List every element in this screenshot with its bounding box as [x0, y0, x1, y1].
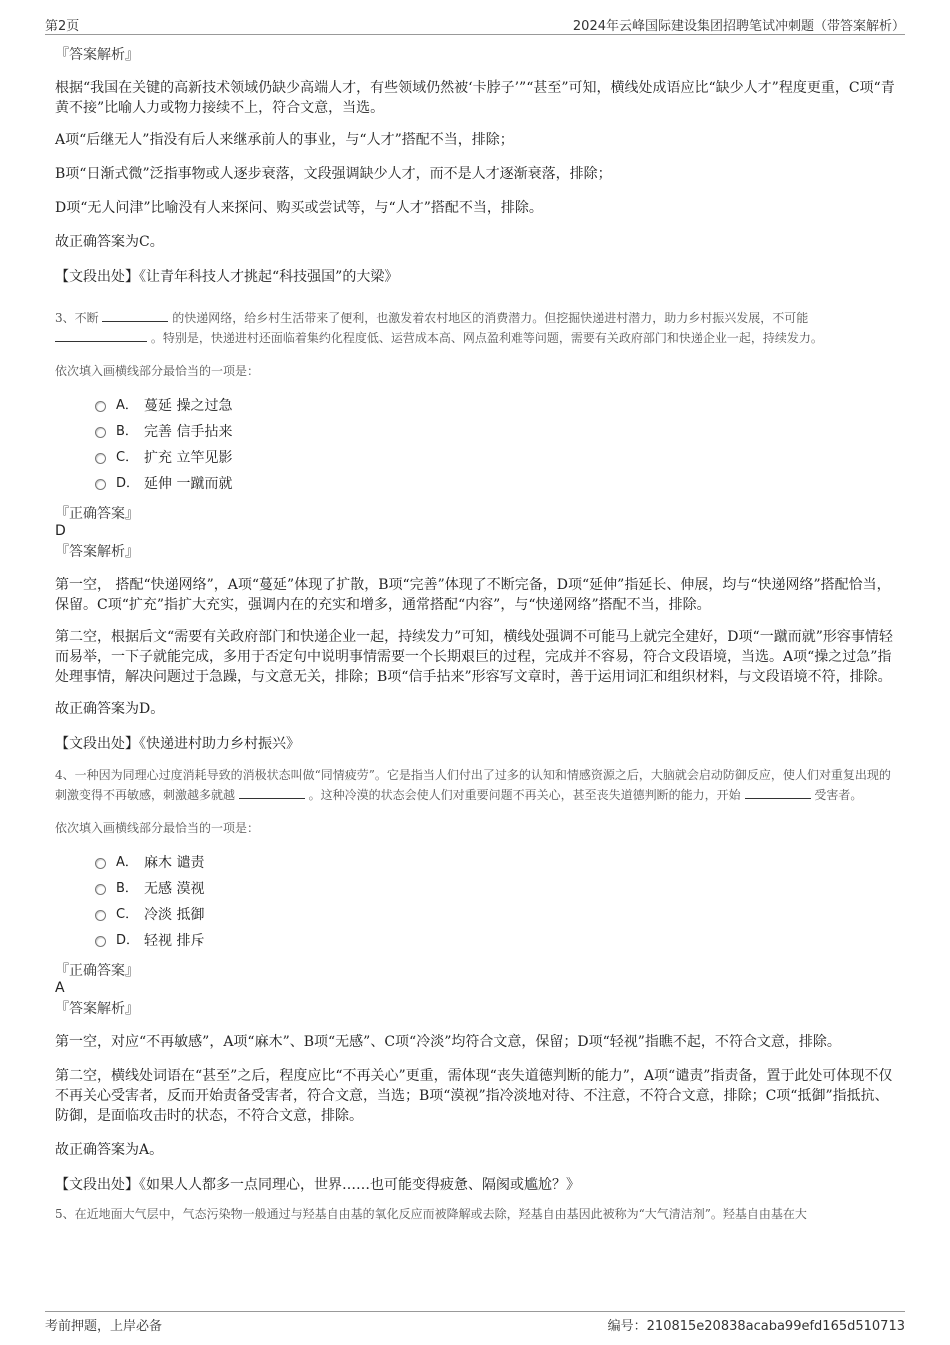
q4-blank-1 [239, 786, 305, 799]
radio-icon[interactable] [95, 427, 106, 438]
q3-blank-2 [55, 329, 147, 342]
q4-hint: 依次填入画横线部分最恰当的一项是： [55, 821, 260, 835]
q2-analysis-p2: A项“后继无人”指没有后人来继承前人的事业，与“人才”搭配不当，排除； [55, 132, 514, 148]
q2-analysis-p1: 根据“我国在关键的高新技术领域仍缺少高端人才，有些领域仍然被‘卡脖子’”“甚至”可知，横线处成语应比“缺少人才”程度更重，C项“青黄不接”比喻人力或物力接续不上，符合文意，当选。 [55, 80, 895, 116]
q4-blank-2 [745, 786, 811, 799]
q2-analysis-p3: B项“日渐式微”泛指事物或人逐步衰落，文段强调缺少人才，而不是人才逐渐衰落，排除； [55, 166, 612, 182]
document-title: 2024年云峰国际建设集团招聘笔试冲刺题（带答案解析） [572, 19, 905, 34]
q4-text-b: 。这种冷漠的状态会使人们对重要问题不再关心，甚至丧失道德判断的能力，开始 [308, 788, 741, 802]
q3-option-b[interactable]: B． 完善 信手拈来 [95, 419, 895, 445]
radio-icon[interactable] [95, 479, 106, 490]
q4-option-d[interactable]: D． 轻视 排斥 [95, 928, 895, 954]
q2-analysis-p4: D项“无人问津”比喻没有人来探问、购买或尝试等，与“人才”搭配不当，排除。 [55, 200, 543, 216]
q4-source: 【文段出处】《如果人人都多一点同理心，世界……也可能变得疲惫、隔阂或尴尬？》 [55, 1177, 580, 1193]
q4-option-b[interactable]: B． 无感 漠视 [95, 876, 895, 902]
q3-analysis-label: 『答案解析』 [55, 544, 139, 560]
page-footer [45, 1311, 905, 1334]
q3-question [55, 308, 895, 348]
q3-analysis-p2: 第二空，根据后文“需要有关政府部门和快递企业一起，持续发力”可知，横线处强调不可能马上就完全建好，D项“一蹴而就”形容事情轻而易举，一下子就能完成，多用于否定句中说明事情需要一个长期艰巨的过程，完成并不容易，符合文段语境，当选。A项“操之过急”指处理事情，解决问题过于急躁，与文意无关，排除；B项“信手拈来”形容写文章时，善于运用词汇和组织材料，与文段语境不符，排除。 [55, 629, 893, 685]
page-number: 第2页 [45, 19, 80, 34]
q4-analysis-label: 『答案解析』 [55, 1001, 139, 1017]
q4-analysis-p1: 第一空，对应“不再敏感”，A项“麻木”、B项“无感”、C项“冷淡”均符合文意，保留；D项“轻视”指瞧不起，不符合文意，排除。 [55, 1034, 841, 1050]
q4-conclusion: 故正确答案为A。 [55, 1142, 164, 1158]
page-header [45, 12, 905, 35]
q4-answer: A [55, 980, 65, 996]
radio-icon[interactable] [95, 401, 106, 412]
q3-option-c[interactable]: C． 扩充 立竿见影 [95, 445, 895, 471]
q4-option-c[interactable]: C． 冷淡 抵御 [95, 902, 895, 928]
q3-conclusion: 故正确答案为D。 [55, 701, 165, 717]
q2-source: 【文段出处】《让青年科技人才挑起“科技强国”的大梁》 [55, 269, 399, 285]
radio-icon[interactable] [95, 858, 106, 869]
document-body [55, 44, 895, 1224]
document-id: 编号：210815e20838acaba99efd165d510713 [607, 1319, 905, 1334]
q4-text-a: 4、一种因为同理心过度消耗导致的消极状态叫做“同情疲劳”。它是指当人们付出了过多的认知和情感资源之后，大脑就会启动防御反应，使人们对重复出现的刺激变得不再敏感，刺激越多就越 [55, 768, 891, 802]
q3-options [55, 393, 895, 497]
q3-hint: 依次填入画横线部分最恰当的一项是： [55, 364, 260, 378]
q4-answer-label: 『正确答案』 [55, 963, 139, 979]
q3-option-a[interactable]: A． 蔓延 操之过急 [95, 393, 895, 419]
q3-blank-1 [102, 309, 168, 322]
q3-text-c: 。特别是，快递进村还面临着集约化程度低、运营成本高、网点盈利难等问题，需要有关政府部门和快递企业一起，持续发力。 [150, 331, 823, 345]
q3-text-a: 3、不断 [55, 311, 99, 325]
q3-option-d[interactable]: D． 延伸 一蹴而就 [95, 471, 895, 497]
q5-question: 5、在近地面大气层中，气态污染物一般通过与羟基自由基的氧化反应而被降解或去除，羟基自由基因此被称为“大气清洁剂”。羟基自由基在大 [55, 1207, 807, 1221]
q4-text-c: 受害者。 [814, 788, 863, 802]
q3-answer-label: 『正确答案』 [55, 506, 139, 522]
q3-analysis-p1: 第一空， 搭配“快递网络”，A项“蔓延”体现了扩散，B项“完善”体现了不断完备，D项“延伸”指延长、伸展，均与“快递网络”搭配恰当，保留。C项“扩充”指扩大充实，强调内在的充实和增多，通常搭配“内容”，与“快递网络”搭配不当，排除。 [55, 577, 891, 613]
q4-options [55, 850, 895, 954]
radio-icon[interactable] [95, 936, 106, 947]
q3-answer: D [55, 523, 66, 539]
q3-text-b: 的快递网络，给乡村生活带来了便利，也激发着农村地区的消费潜力。但挖掘快递进村潜力，助力乡村振兴发展，不可能 [172, 311, 809, 325]
q2-conclusion: 故正确答案为C。 [55, 234, 164, 250]
q3-source: 【文段出处】《快递进村助力乡村振兴》 [55, 736, 300, 752]
radio-icon[interactable] [95, 453, 106, 464]
q4-question [55, 765, 895, 805]
q4-analysis-p2: 第二空，横线处词语在“甚至”之后，程度应比“不再关心”更重，需体现“丧失道德判断的能力”，A项“谴责”指责备，置于此处可体现不仅不再关心受害者，反而开始责备受害者，符合文意，当选；B项“漠视”指冷淡地对待、不注意，不符合文意，排除；C项“抵御”指抵抗、防御，是面临攻击时的状态，不符合文意，排除。 [55, 1068, 893, 1124]
q2-analysis-label: 『答案解析』 [55, 47, 139, 63]
footer-slogan: 考前押题，上岸必备 [45, 1319, 163, 1334]
radio-icon[interactable] [95, 910, 106, 921]
q4-option-a[interactable]: A． 麻木 谴责 [95, 850, 895, 876]
radio-icon[interactable] [95, 884, 106, 895]
